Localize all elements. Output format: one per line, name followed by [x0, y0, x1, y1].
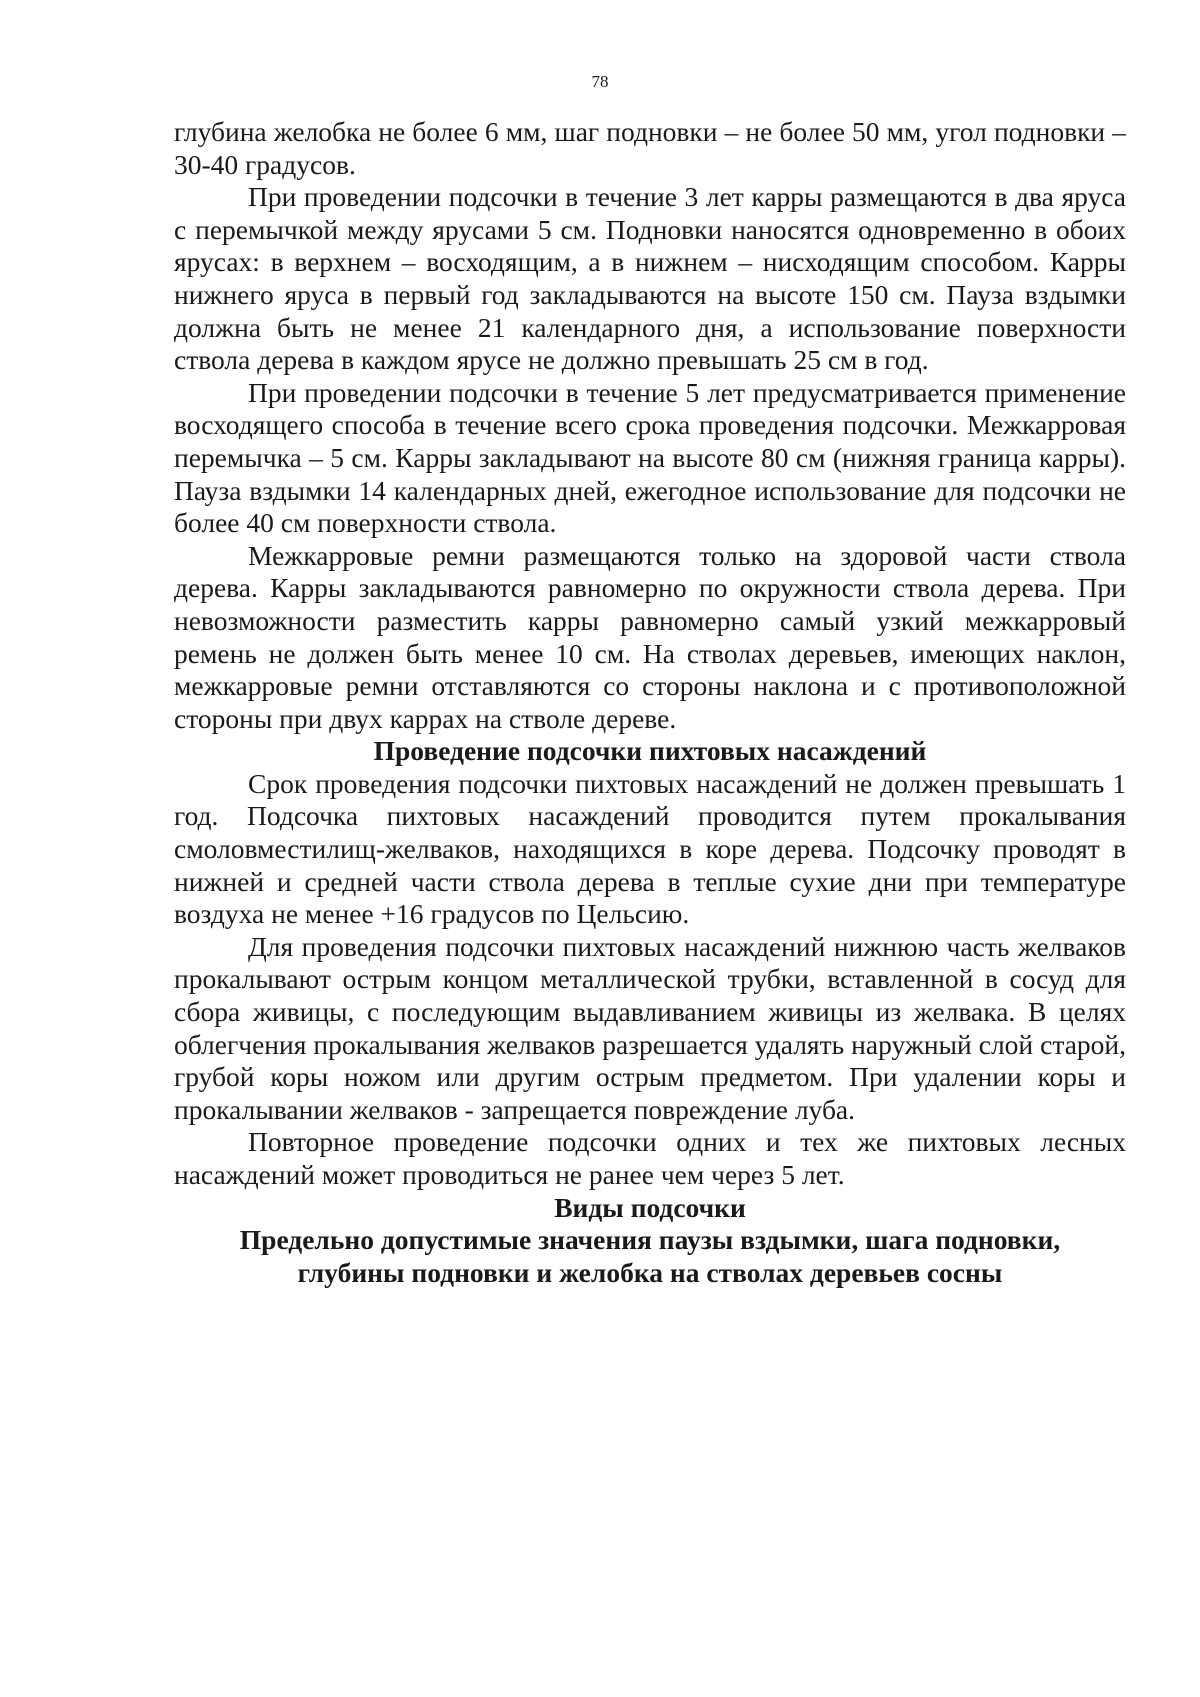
section-heading-limits-line1: Предельно допустимые значения паузы вздымки, шага подновки, [239, 1224, 1061, 1256]
paragraph: Для проведения подсочки пихтовых насаждений нижнюю часть желваков прокалывают острым концом металлической трубки, вставленной в сосуд для сбора живицы, с последующим выдавливанием живицы из желвака. В целях облегчения прокалывания желваков разрешается удалять наружный слой старой, грубой коры ножом или другим острым предметом. При удалении коры и прокалывании желваков - запрещается повреждение луба. [174, 930, 1126, 1125]
section-heading-limits-line2: глубины подновки и желобка на стволах деревьев сосны [297, 1256, 1003, 1288]
page-number: 78 [591, 72, 609, 91]
paragraph: Срок проведения подсочки пихтовых насаждений не должен превышать 1 год. Подсочка пихтовых насаждений проводится путем прокалывания смоловместилищ-желваков, находящихся в коре дерева. Подсочку проводят в нижней и средней части ствола дерева в теплые сухие дни при температуре воздуха не менее +16 градусов по Цельсию. [174, 767, 1126, 930]
paragraph: глубина желобка не более 6 мм, шаг подновки – не более 50 мм, угол подновки – 30-40 градусов. [174, 116, 1126, 180]
paragraph: При проведении подсочки в течение 3 лет карры размещаются в два яруса с перемычкой между ярусами 5 см. Подновки наносятся одновременно в обоих ярусах: в верхнем – восходящим, а в нижнем – нисходящим способом. Карры нижнего яруса в первый год закладываются на высоте 150 см. Пауза вздымки должна быть не менее 21 календарного дня, а использование поверхности ствола дерева в каждом ярусе не должно превышать 25 см в год. [174, 181, 1126, 376]
paragraph: Межкарровые ремни размещаются только на здоровой части ствола дерева. Карры закладываются равномерно по окружности ствола дерева. При невозможности разместить карры равномерно самый узкий межкарровый ремень не должен быть менее 10 см. На стволах деревьев, имеющих наклон, межкарровые ремни отставляются со стороны наклона и с противоположной стороны при двух каррах на стволе дереве. [174, 539, 1126, 734]
paragraph: При проведении подсочки в течение 5 лет предусматривается применение восходящего способа в течение всего срока проведения подсочки. Межкарровая перемычка – 5 см. Карры закладывают на высоте 80 см (нижняя граница карры). Пауза вздымки 14 календарных дней, ежегодное использование для подсочки не более 40 см поверхности ствола. [174, 376, 1126, 539]
section-heading-fir: Проведение подсочки пихтовых насаждений [373, 735, 927, 767]
section-heading-types: Виды подсочки [554, 1191, 746, 1223]
paragraph: Повторное проведение подсочки одних и тех же пихтовых лесных насаждений может проводиться не ранее чем через 5 лет. [174, 1126, 1126, 1190]
document-body [174, 116, 1126, 1289]
